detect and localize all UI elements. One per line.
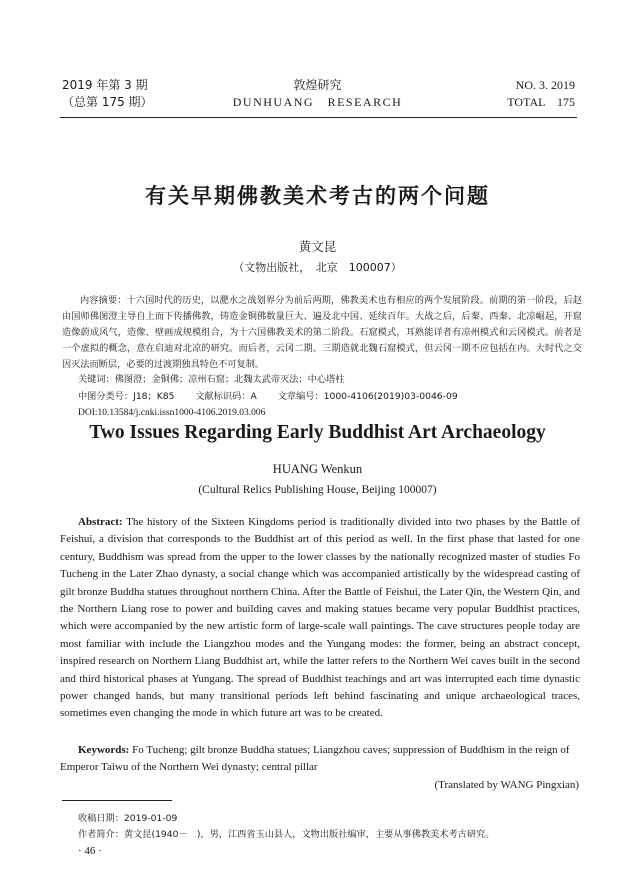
total-issue-en: TOTAL 175 bbox=[507, 95, 575, 109]
page-number: · 46 · bbox=[78, 845, 102, 857]
journal-name-zh: 敦煌研究 bbox=[293, 78, 342, 92]
article-number: 文章编号：1000-4106(2019)03-0046-09 bbox=[277, 391, 458, 402]
header-rule bbox=[60, 117, 577, 118]
author-affiliation-en: (Cultural Relics Publishing House, Beijing 100007) bbox=[198, 484, 437, 496]
issue-number: 2019 年第 3 期 bbox=[62, 78, 148, 92]
journal-name-en: DUNHUANG RESEARCH bbox=[232, 95, 403, 109]
translator-credit: (Translated by WANG Pingxian) bbox=[434, 779, 579, 791]
document-code: 文献标识码：A bbox=[195, 391, 257, 402]
keywords-label: Keywords: bbox=[78, 744, 130, 756]
total-issue-number: （总第 175 期） bbox=[62, 95, 153, 109]
issue-number-en: NO. 3. 2019 bbox=[515, 78, 575, 92]
classification-number: 中图分类号：J18；K85 bbox=[78, 391, 175, 402]
abstract-en bbox=[60, 514, 580, 723]
article-title-en: Two Issues Regarding Early Buddhist Art Archaeology bbox=[89, 422, 546, 443]
author-name-en: HUANG Wenkun bbox=[272, 462, 363, 476]
journal-issue-info-en bbox=[507, 77, 575, 111]
keywords-zh: 关键词：佛图澄；金铜佛；凉州石窟；北魏太武帝灭法；中心塔柱 bbox=[78, 374, 345, 385]
article-title-zh: 有关早期佛教美术考古的两个问题 bbox=[145, 184, 490, 208]
author-name-zh: 黄文昆 bbox=[298, 239, 337, 254]
author-affiliation-zh: （文物出版社， 北京 100007） bbox=[233, 261, 402, 274]
keywords-text: Fo Tucheng; gilt bronze Buddha statues; Liangzhou caves; suppression of Buddhism in the reign of Emperor Taiwu of the Northern Wei dynasty; central pillar bbox=[60, 744, 570, 774]
abstract-label: Abstract: bbox=[78, 516, 123, 528]
received-date: 收稿日期：2019-01-09 bbox=[78, 813, 178, 824]
author-bio: 作者简介：黄文昆(1940－ )，男，江西省玉山县人，文物出版社编审，主要从事佛教美术考古研究。 bbox=[78, 829, 495, 840]
classification-line bbox=[78, 389, 598, 405]
abstract-zh: 内容摘要：十六国时代的历史，以淝水之战划界分为前后两期，佛教美术也有相应的两个发展阶段。前期的第一阶段，后赵由国师佛图澄主导自上而下传播佛教，铸造金铜佛数量巨大、遍及北中国、延续百年。大战之后，后秦、西秦、北凉崛起，开窟造像蔚成风气，造像、壁画成规模组合，为十六国佛教美术的第二阶段。石窟模式，耳熟能详者有凉州模式和云冈模式。前者是一个虚拟的概念，意在启迪对北凉的研究。而后者，云冈二期、三期造就北魏石窟模式，但云冈一期不应包括在内。大时代之交因灭法而断层，必要的过渡期独具特色不可复制。 bbox=[62, 295, 582, 370]
footnote-rule bbox=[62, 800, 172, 801]
keywords-en bbox=[60, 742, 580, 777]
abstract-text: The history of the Sixteen Kingdoms period is traditionally divided into two phases by the Battle of Feishui, a division that corresponds to the Buddhist art of this period as well. In the first phase that lasted for one century, Buddhism was spread from the upper to the lower classes by the nationally recognized master of studies Fo Tucheng in the Later Zhao dynasty, a social change which was accompanied artistically by the widespread casting of gilt bronze Buddha statues throughout northern China. After the Battle of Feishui, the Later Qin, the Western Qin, and the Northern Liang rose to power and building caves and making statues became very popular Buddhist practices, which were accompanied by the new artistic form of large-scale wall paintings. The cave structures people today are most familiar with include the Liangzhou modes and the Yungang modes: the former, being an abstract concept, inspired research on Northern Liang Buddhist art, while the latter refers to the Northern Wei caves built in the second and third historical phases at Yungang. The spread of Buddhist teachings and art was interrupted each time dynastic power changed hands, but many transitional periods left behind fascinating and unique archaeological traces, sometimes even changing the mode in which future art was to be created. bbox=[60, 516, 580, 720]
doi: DOI:10.13584/j.cnki.issn1000-4106.2019.03.006 bbox=[78, 408, 266, 418]
